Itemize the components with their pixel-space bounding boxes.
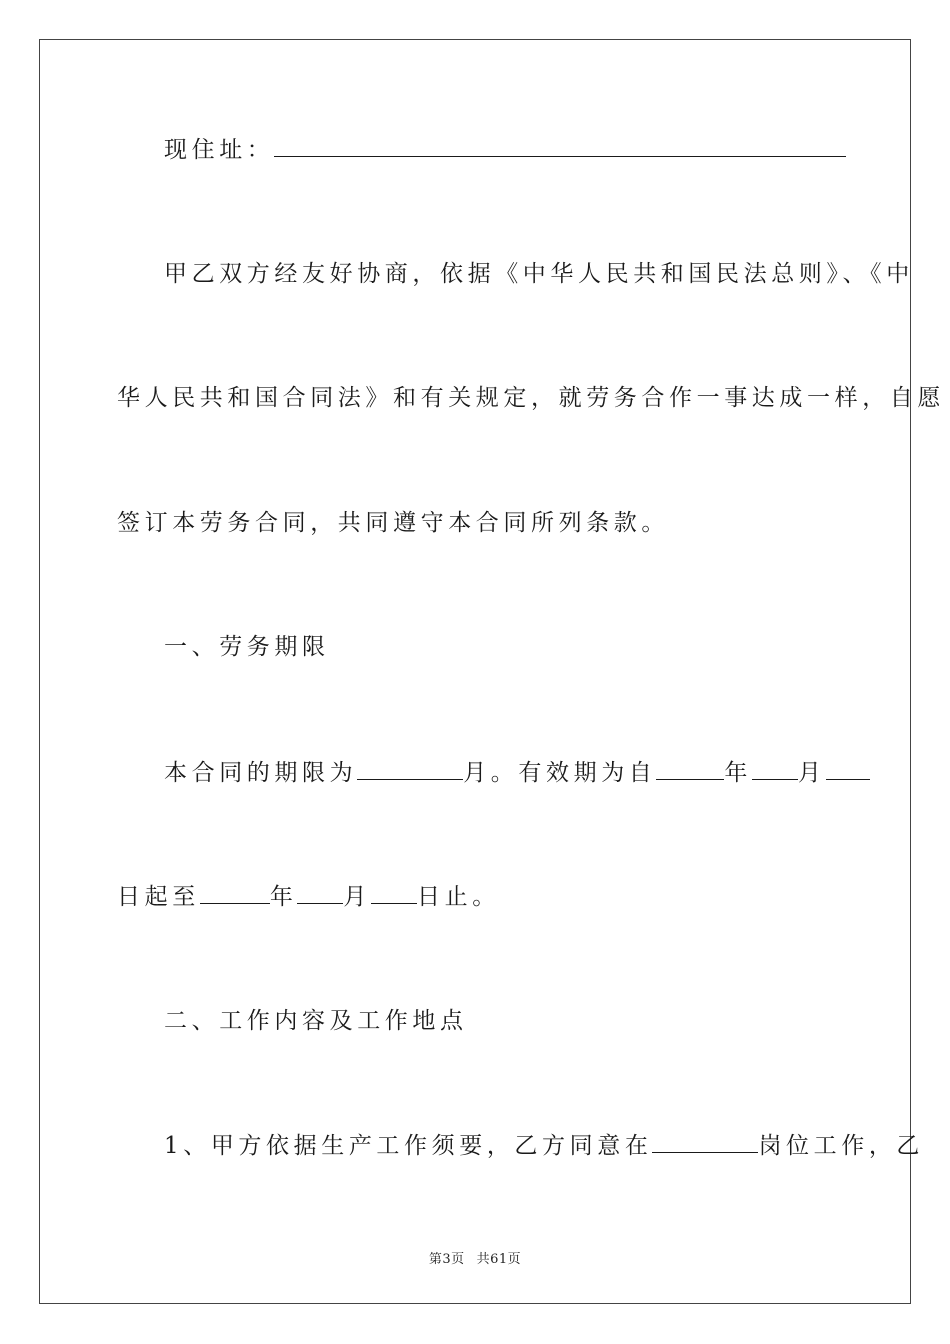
paragraph-line: 华人民共和国合同法》和有关规定，就劳务合作一事达成一样，自愿	[117, 385, 945, 411]
start-day-blank[interactable]	[826, 757, 870, 780]
section-heading-term: 一、劳务期限	[164, 634, 330, 660]
address-blank[interactable]	[274, 134, 846, 157]
position-blank[interactable]	[652, 1130, 758, 1153]
page-footer	[0, 1248, 950, 1267]
item-text: 1、甲方依据生产工作须要，乙方同意在	[164, 1133, 653, 1159]
term-line-2	[117, 881, 500, 912]
term-text: 月	[343, 884, 372, 910]
term-text: 日起至	[117, 884, 200, 910]
term-text: 月	[798, 760, 826, 786]
months-blank[interactable]	[357, 757, 463, 780]
page-current: 第3页	[428, 1252, 465, 1267]
item-1-line	[164, 1130, 924, 1161]
item-text: 岗位工作，乙	[758, 1133, 925, 1159]
address-label: 现住址：	[164, 137, 275, 163]
term-text: 日止。	[417, 884, 500, 910]
end-day-blank[interactable]	[371, 881, 417, 904]
page-border	[39, 39, 911, 1304]
section-heading-work: 二、工作内容及工作地点	[164, 1008, 468, 1034]
term-text: 年	[724, 760, 753, 786]
page-total: 共61页	[476, 1252, 522, 1267]
start-year-blank[interactable]	[656, 757, 724, 780]
term-text: 月。有效期为自	[463, 760, 657, 786]
address-line	[164, 134, 846, 165]
start-month-blank[interactable]	[752, 757, 798, 780]
end-year-blank[interactable]	[200, 881, 270, 904]
paragraph-line: 甲乙双方经友好协商，依据《中华人民共和国民法总则》、《中	[164, 261, 914, 287]
term-line-1	[164, 757, 870, 788]
term-text: 年	[269, 884, 298, 910]
end-month-blank[interactable]	[297, 881, 343, 904]
term-text: 本合同的期限为	[164, 760, 358, 786]
paragraph-line: 签订本劳务合同，共同遵守本合同所列条款。	[117, 510, 669, 536]
